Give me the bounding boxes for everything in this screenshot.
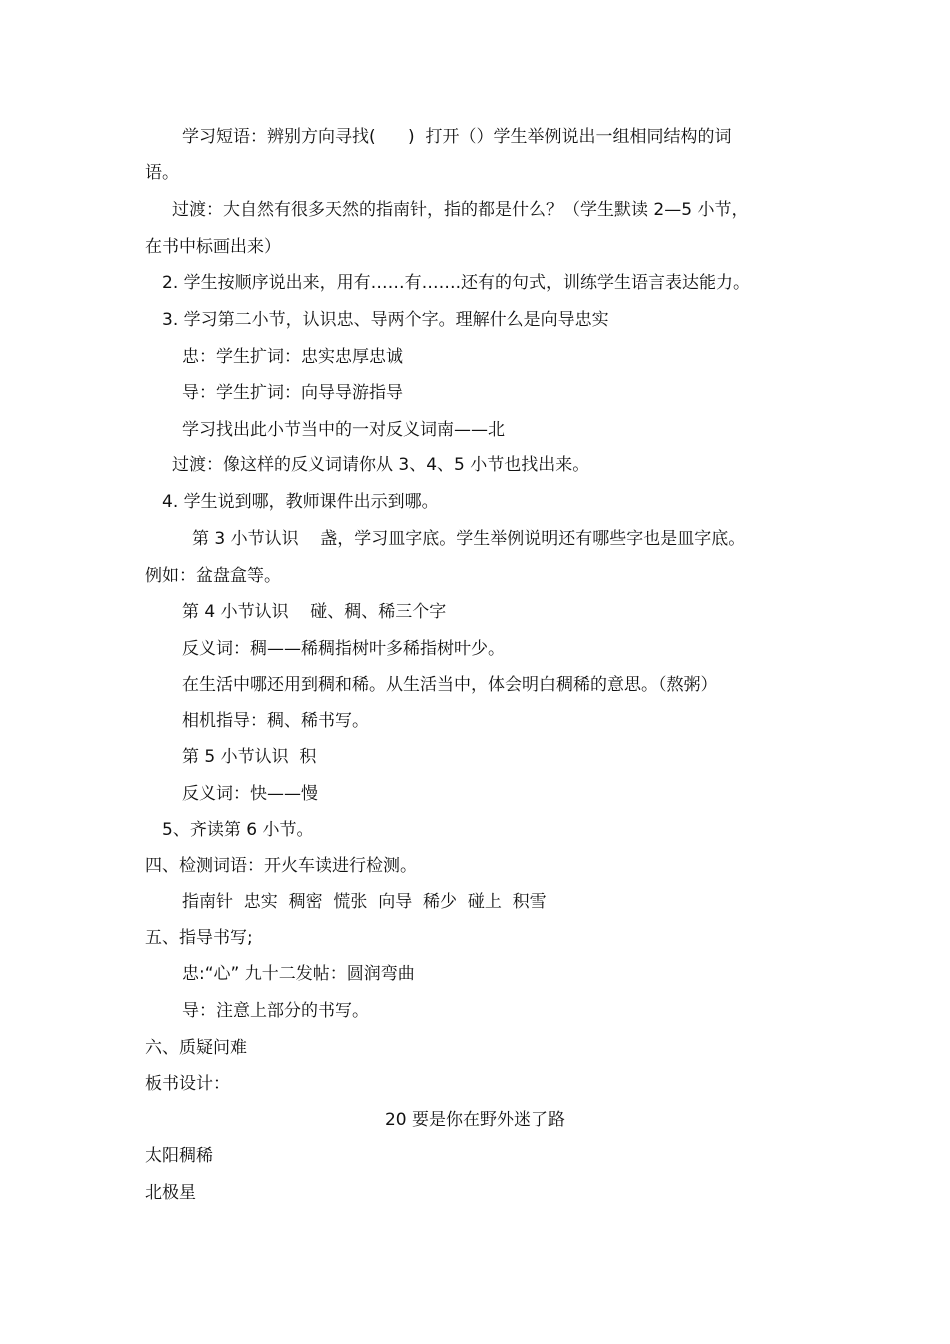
- text-line: 语。: [145, 163, 179, 183]
- text-line: 忠：学生扩词：忠实忠厚忠诚: [182, 347, 403, 367]
- text-line: 2. 学生按顺序说出来，用有……有…….还有的句式，训练学生语言表达能力。: [162, 273, 751, 293]
- text-line: 反义词：快——慢: [182, 784, 318, 804]
- text-line: 四、检测词语：开火车读进行检测。: [145, 856, 417, 876]
- text-line: 第 3 小节认识 盏，学习皿字底。学生举例说明还有哪些字也是皿字底。: [192, 529, 746, 549]
- text-line: 第 5 小节认识 积: [182, 747, 317, 767]
- text-line: 导：学生扩词：向导导游指导: [182, 383, 403, 403]
- text-line: 3. 学习第二小节，认识忠、导两个字。理解什么是向导忠实: [162, 310, 609, 330]
- text-line: 太阳稠稀: [145, 1146, 213, 1166]
- text-line: 相机指导：稠、稀书写。: [182, 711, 369, 731]
- text-line: 五、指导书写;: [145, 928, 253, 948]
- text-line: 在书中标画出来）: [145, 237, 281, 257]
- text-line: 学习短语：辨别方向寻找( ) 打开（）学生举例说出一组相同结构的词: [182, 127, 732, 147]
- text-line: 4. 学生说到哪，教师课件出示到哪。: [162, 492, 439, 512]
- text-line: 反义词：稠——稀稠指树叶多稀指树叶少。: [182, 639, 505, 659]
- text-line: 指南针 忠实 稠密 慌张 向导 稀少 碰上 积雪: [182, 892, 547, 912]
- text-line: 第 4 小节认识 碰、稠、稀三个字: [182, 602, 447, 622]
- text-line: 板书设计：: [145, 1074, 230, 1094]
- text-line: 北极星: [145, 1183, 196, 1203]
- text-line: 在生活中哪还用到稠和稀。从生活当中，体会明白稠稀的意思。（熬粥）: [182, 675, 718, 695]
- board-title: 20 要是你在野外迷了路: [384, 1110, 566, 1130]
- text-line: 六、质疑问难: [145, 1038, 247, 1058]
- text-line: 学习找出此小节当中的一对反义词南——北: [182, 420, 505, 440]
- text-line: 导：注意上部分的书写。: [182, 1001, 369, 1021]
- text-line: 5、齐读第 6 小节。: [162, 820, 314, 840]
- text-line: 过渡：大自然有很多天然的指南针，指的都是什么？（学生默读 2—5 小节，: [172, 200, 749, 220]
- text-line: 忠:“心” 九十二发帖：圆润弯曲: [182, 964, 415, 984]
- text-line: 例如：盆盘盒等。: [145, 566, 281, 586]
- text-line: 过渡：像这样的反义词请你从 3、4、5 小节也找出来。: [172, 455, 590, 475]
